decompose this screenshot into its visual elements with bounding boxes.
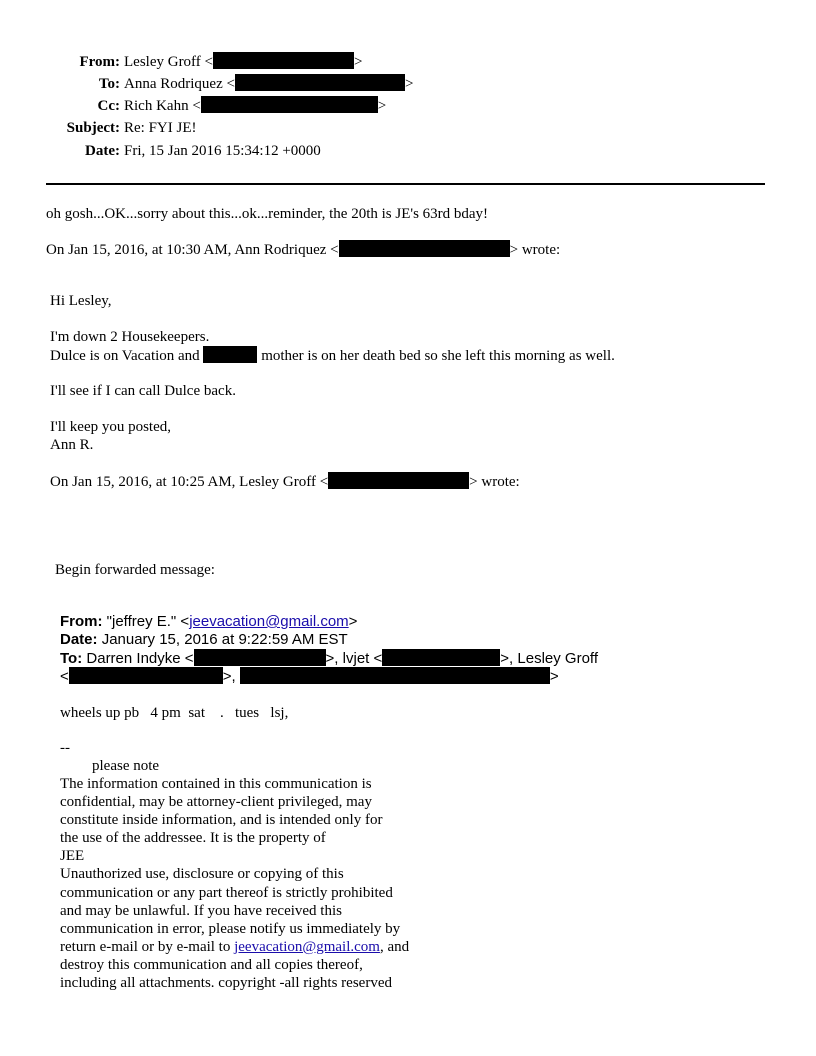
from-label: From: [79, 54, 120, 70]
forwarded-heading: Begin forwarded message: [55, 562, 215, 578]
body-paragraph: I'll keep you posted, [50, 419, 172, 435]
disclaimer: The information contained in this communication is confidential, may be attorney-client privileged, may constitute inside information, and is intended only for the use of the addressee. It is the property of JEE Unauthorized use, disclosure or copying of this communication or any part thereof is strictly prohibited and may be unlawful. If you have received this communication in error, please notify us immediately by return e-mail or by e-mail to jeevacation@gmail.com, and destroy this communication and all copies thereof, including all attachments. copyright -all rights reserved [60, 776, 410, 992]
cc-label: Cc: [97, 98, 120, 114]
subject-label: Subject: [66, 120, 120, 136]
reply-text: oh gosh...OK...sorry about this...ok...reminder, the 20th is JE's 63rd bday! [46, 206, 489, 222]
forward-message: wheels up pb 4 pm sat . tues lsj, [60, 705, 289, 721]
body-paragraph: Dulce is on Vacation and mother is on her death bed so she left this morning as well. [50, 348, 615, 364]
redaction-block [339, 240, 510, 257]
header-divider [46, 183, 765, 185]
quote-attribution-2: On Jan 15, 2016, at 10:25 AM, Lesley Groff < > wrote: [50, 474, 520, 490]
header-cc: Cc: Rich Kahn < > [97, 98, 387, 114]
redaction-block [382, 649, 500, 666]
date-value: Fri, 15 Jan 2016 15:34:12 +0000 [124, 143, 321, 159]
signature-separator: -- [60, 740, 70, 756]
redaction-block [235, 74, 405, 91]
header-to: To: Anna Rodriquez < > [98, 76, 414, 92]
to-name: Anna Rodriquez [124, 76, 223, 92]
header-date [0, 141, 816, 161]
greeting: Hi Lesley, [50, 293, 112, 309]
redaction-block [213, 52, 354, 69]
body-paragraph: I'll see if I can call Dulce back. [50, 383, 236, 399]
body-paragraph: I'm down 2 Housekeepers. [50, 329, 210, 345]
date-label: Date: [85, 143, 120, 159]
redaction-block [240, 667, 550, 684]
redaction-block [328, 472, 469, 489]
forward-to: To: Darren Indyke < >, lvjet < >, Lesley Groff [60, 650, 598, 667]
forward-from: From: "jeffrey E." <jeevacation@gmail.com> [60, 613, 358, 630]
to-label: To: [98, 76, 120, 92]
email-link[interactable]: jeevacation@gmail.com [234, 938, 380, 955]
redaction-block [203, 346, 257, 363]
email-link[interactable]: jeevacation@gmail.com [189, 613, 349, 630]
forward-to-cont: < >, > [60, 668, 559, 685]
subject-value: Re: FYI JE! [124, 120, 197, 136]
header-from: From: Lesley Groff < > [79, 54, 363, 70]
forward-date: Date: January 15, 2016 at 9:22:59 AM EST [60, 631, 348, 648]
quote-attribution-1: On Jan 15, 2016, at 10:30 AM, Ann Rodriquez < > wrote: [46, 242, 561, 258]
from-name: Lesley Groff [124, 54, 201, 70]
cc-name: Rich Kahn [124, 98, 189, 114]
redaction-block [69, 667, 223, 684]
please-note: please note [92, 758, 160, 774]
redaction-block [194, 649, 326, 666]
redaction-block [201, 96, 378, 113]
header-subject [0, 118, 816, 138]
signature: Ann R. [50, 437, 94, 453]
